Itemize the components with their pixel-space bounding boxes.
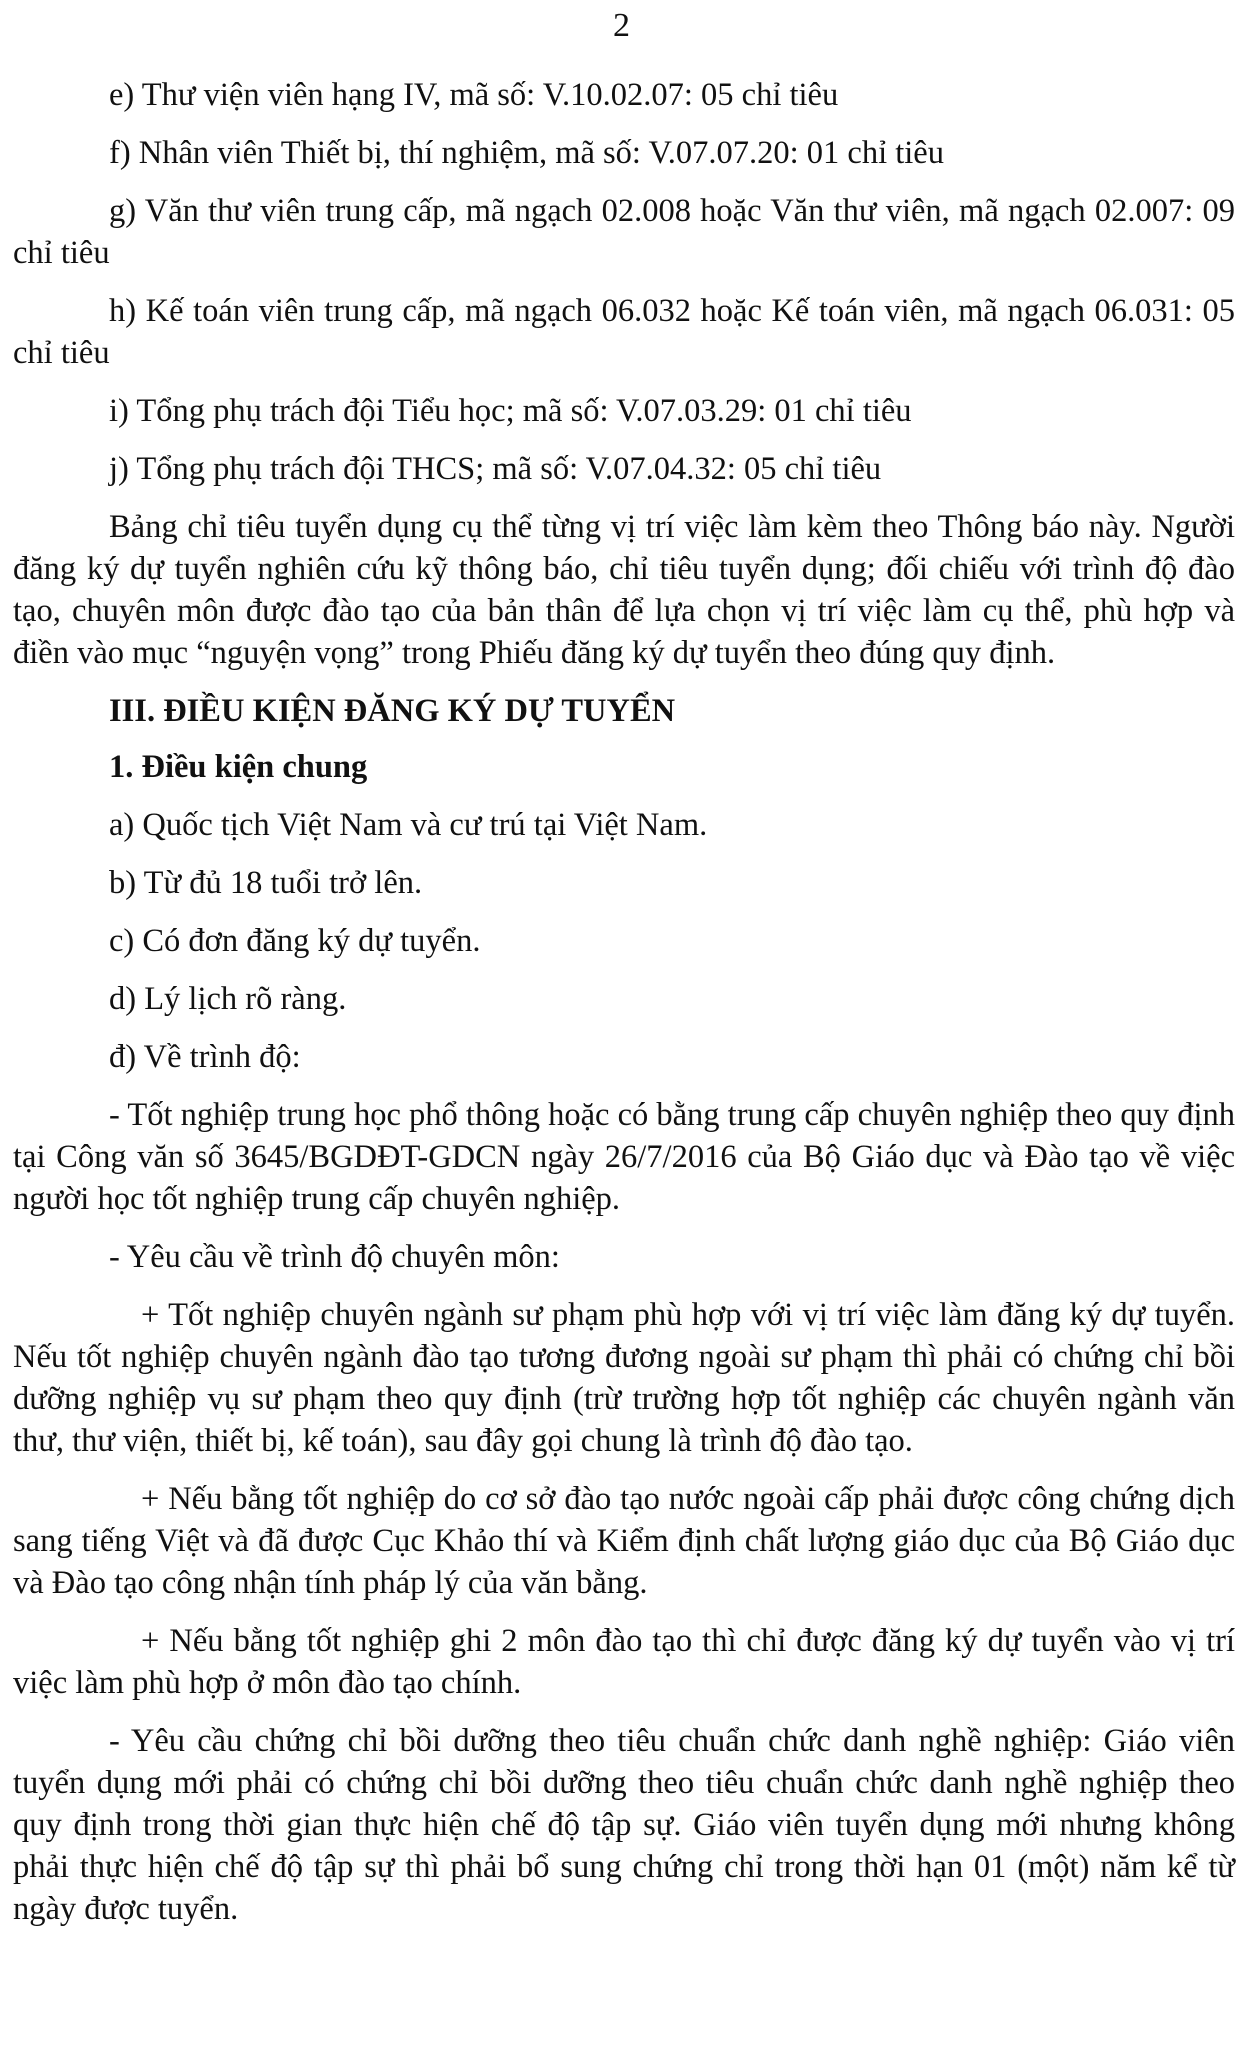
subsection-heading: 1. Điều kiện chung [109, 749, 368, 785]
education-requirement: - Tốt nghiệp trung học phổ thông hoặc có bằng trung cấp chuyên nghiệp theo quy định tại Công văn số 3645/BGDĐT-GDCN ngày 26/7/2016 của Bộ Giáo dục và Đào tạo về việc người học tốt nghiệp trung cấp chuyên nghiệp. [13, 1097, 1235, 1217]
quota-paragraph: Bảng chỉ tiêu tuyển dụng cụ thể từng vị trí việc làm kèm theo Thông báo này. Người đăng ký dự tuyển nghiên cứu kỹ thông báo, chỉ tiêu tuyển dụng; đối chiếu với trình độ đào tạo, chuyên môn được đào tạo của bản thân để lựa chọn vị trí việc làm cụ thể, phù hợp và điền vào mục “nguyện vọng” trong Phiếu đăng ký dự tuyển theo đúng quy định. [13, 509, 1235, 671]
certificate-requirement: - Yêu cầu chứng chỉ bồi dưỡng theo tiêu chuẩn chức danh nghề nghiệp: Giáo viên tuyển dụng mới phải có chứng chỉ bồi dưỡng theo tiêu chuẩn chức danh nghề nghiệp theo quy định trong thời gian thực hiện chế độ tập sự. Giáo viên tuyển dụng mới nhưng không phải thực hiện chế độ tập sự thì phải bổ sung chứng chỉ trong thời hạn 01 (một) năm kể từ ngày được tuyển. [13, 1723, 1235, 1927]
page-number: 2 [613, 7, 630, 44]
section-heading: III. ĐIỀU KIỆN ĐĂNG KÝ DỰ TUYỂN [109, 693, 676, 729]
condition-a: a) Quốc tịch Việt Nam và cư trú tại Việt Nam. [109, 807, 708, 843]
item-g: g) Văn thư viên trung cấp, mã ngạch 02.008 hoặc Văn thư viên, mã ngạch 02.007: 09 chỉ tiêu [13, 193, 1235, 271]
item-i: i) Tổng phụ trách đội Tiểu học; mã số: V.07.03.29: 01 chỉ tiêu [109, 393, 912, 429]
foreign-degree-requirement: + Nếu bằng tốt nghiệp do cơ sở đào tạo nước ngoài cấp phải được công chứng dịch sang tiếng Việt và đã được Cục Khảo thí và Kiểm định chất lượng giáo dục của Bộ Giáo dục và Đào tạo công nhận tính pháp lý của văn bằng. [13, 1481, 1235, 1601]
item-h: h) Kế toán viên trung cấp, mã ngạch 06.032 hoặc Kế toán viên, mã ngạch 06.031: 05 chỉ tiêu [13, 293, 1235, 371]
item-e: e) Thư viện viên hạng IV, mã số: V.10.02.07: 05 chỉ tiêu [109, 77, 839, 113]
item-j: j) Tổng phụ trách đội THCS; mã số: V.07.04.32: 05 chỉ tiêu [109, 451, 882, 487]
dual-subject-requirement: + Nếu bằng tốt nghiệp ghi 2 môn đào tạo thì chỉ được đăng ký dự tuyển vào vị trí việc làm phù hợp ở môn đào tạo chính. [13, 1623, 1235, 1701]
document-body [13, 74, 1235, 1930]
condition-b: b) Từ đủ 18 tuổi trở lên. [109, 865, 423, 901]
professional-requirement-heading: - Yêu cầu về trình độ chuyên môn: [109, 1239, 560, 1275]
pedagogy-requirement: + Tốt nghiệp chuyên ngành sư phạm phù hợp với vị trí việc làm đăng ký dự tuyển. Nếu tốt nghiệp chuyên ngành đào tạo tương đương ngoài sư phạm thì phải có chứng chỉ bồi dưỡng nghiệp vụ sư phạm theo quy định (trừ trường hợp tốt nghiệp các chuyên ngành văn thư, thư viện, thiết bị, kế toán), sau đây gọi chung là trình độ đào tạo. [13, 1297, 1235, 1459]
item-f: f) Nhân viên Thiết bị, thí nghiệm, mã số: V.07.07.20: 01 chỉ tiêu [109, 135, 944, 171]
condition-d: d) Lý lịch rõ ràng. [109, 981, 347, 1017]
condition-c: c) Có đơn đăng ký dự tuyển. [109, 923, 481, 959]
condition-dd: đ) Về trình độ: [109, 1039, 301, 1075]
